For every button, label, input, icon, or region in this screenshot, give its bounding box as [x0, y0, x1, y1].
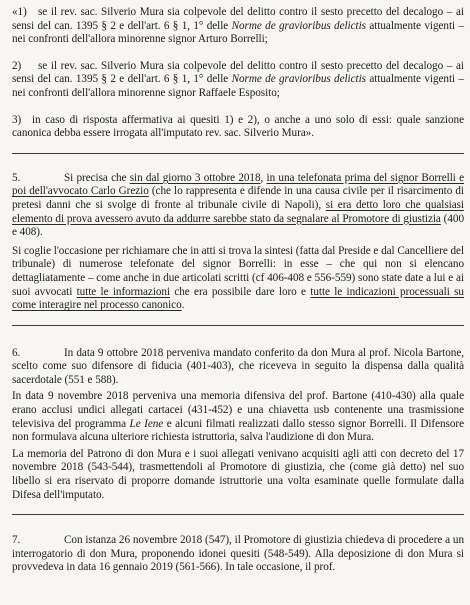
section-7-paragraph-1: 7. Con istanza 26 novembre 2018 (547), il Promotore di giustizia chiedeva di procedere a un interrogatorio di don Mura, proponendo idonei quesiti (548-549). Alla deposizione di don Mura si provvedeva in data 16 gennaio 2019 (561-566). In tale occasione, il prof. — [12, 534, 464, 574]
section-6-paragraph-1: 6. In data 9 ottobre 2018 perveniva mandato conferito da don Mura al prof. Nicola Bartone, scelto come suo difensore di fiducia (401-403), che riceveva in seguito la dispensa dalla qualità sacerdotale (551 e 588). — [12, 346, 464, 386]
underlined-text: sin dal giorno 3 ottobre 2018 — [129, 171, 261, 184]
question-2: 2) se il rev. sac. Silverio Mura sia colpevole del delitto contro il sesto precetto del decalogo – ai sensi del can. 1395 § 2 e dell'art. 6 § 1, 1° delle Norme de gravioribus delictis attualmente vigenti – nei confronti dell'allora minorenne signor Raffaele Esposito; — [12, 59, 464, 99]
section-5-paragraph-2: Si coglie l'occasione per richiamare che in atti si trova la sintesi (fatta dal Preside e dal Cancelliere del tribunale) di numerose telefonate del signor Borrelli: in esse – che qui non si elencano dettagliatamente – come anche in due articolati scritti (cf 406-408 e 556-559) sono state date a lui e ai suoi avvocati tutte le informazioni che era possibile dare loro e tutte le indicazioni processuali su come interagire nel processo canonico. — [12, 244, 464, 312]
section-divider — [12, 514, 464, 515]
question-number: «1) — [12, 6, 27, 18]
underlined-text: si era detto loro che qualsiasi elemento di prova avessero avuto da addurre sarebbe stato da segnalare al Promotore di giustizia — [12, 198, 464, 225]
section-6-paragraph-2: In data 9 novembre 2018 perveniva una memoria difensiva del prof. Bartone (410-430) alla quale erano acclusi undici allegati cartacei (431-452) e una chiavetta usb contenente una trasmissione televisiva del programma Le Iene e alcuni filmati realizzati dallo stesso signor Borrelli. Il Difensore non formulava alcuna ulteriore richiesta istruttoria, salva l'audizione di don Mura. — [12, 390, 464, 444]
question-number: 2) — [12, 59, 22, 72]
underlined-text: tutte le informazioni — [76, 285, 171, 298]
italic-title: Le Iene — [129, 417, 164, 430]
italic-title: Norme de gravioribus delictis — [231, 73, 366, 86]
section-6-paragraph-3: La memoria del Patrono di don Mura e i suoi allegati venivano acquisiti agli atti con decreto del 17 novembre 2018 (543-544), trasmettendoli al Promotore di giustizia, che (come già detto) nel suo libello si era riservato di proporre domande istruttorie una volta esaminate quelle formulate dalla Difesa dell'imputato. — [12, 447, 464, 501]
section-divider — [12, 153, 464, 154]
underlined-text: in una telefonata prima del signor Borrelli e poi dell'avvocato Carlo Grezio — [12, 171, 465, 198]
underlined-text: tutte le indicazioni processuali su come interagire nel processo canonico — [12, 285, 464, 312]
section-number: 6. — [12, 346, 21, 359]
question-1: «1) se il rev. sac. Silverio Mura sia colpevole del delitto contro il sesto precetto del decalogo – ai sensi del can. 1395 § 2 e dell'art. 6 § 1, 1° delle Norme de gravioribus delictis attualmente vigenti – nei confronti dell'allora minorenne signor Arturo Borrelli; — [12, 6, 464, 46]
italic-title: Norme de gravioribus delictis — [231, 19, 366, 32]
question-number: 3) — [12, 113, 22, 126]
section-number: 5. — [12, 171, 21, 184]
question-3: 3) in caso di risposta affermativa ai quesiti 1) e 2), o anche a uno solo di essi: quale sanzione canonica debba essere irrogata all'imputato rev. sac. Silverio Mura». — [12, 113, 464, 140]
section-number: 7. — [12, 534, 21, 547]
section-divider — [12, 325, 464, 326]
section-5-paragraph-1: 5. Si precisa che sin dal giorno 3 ottobre 2018, in una telefonata prima del signor Borrelli e poi dell'avvocato Carlo Grezio (che lo rappresenta e difende in una causa civile per il risarcimento di pretesi danni che si svolge di fronte al tribunale civile di Napoli), si era detto loro che qualsiasi elemento di prova avessero avuto da addurre sarebbe stato da segnalare al Promotore di giustizia (400 e 408). — [12, 171, 465, 239]
